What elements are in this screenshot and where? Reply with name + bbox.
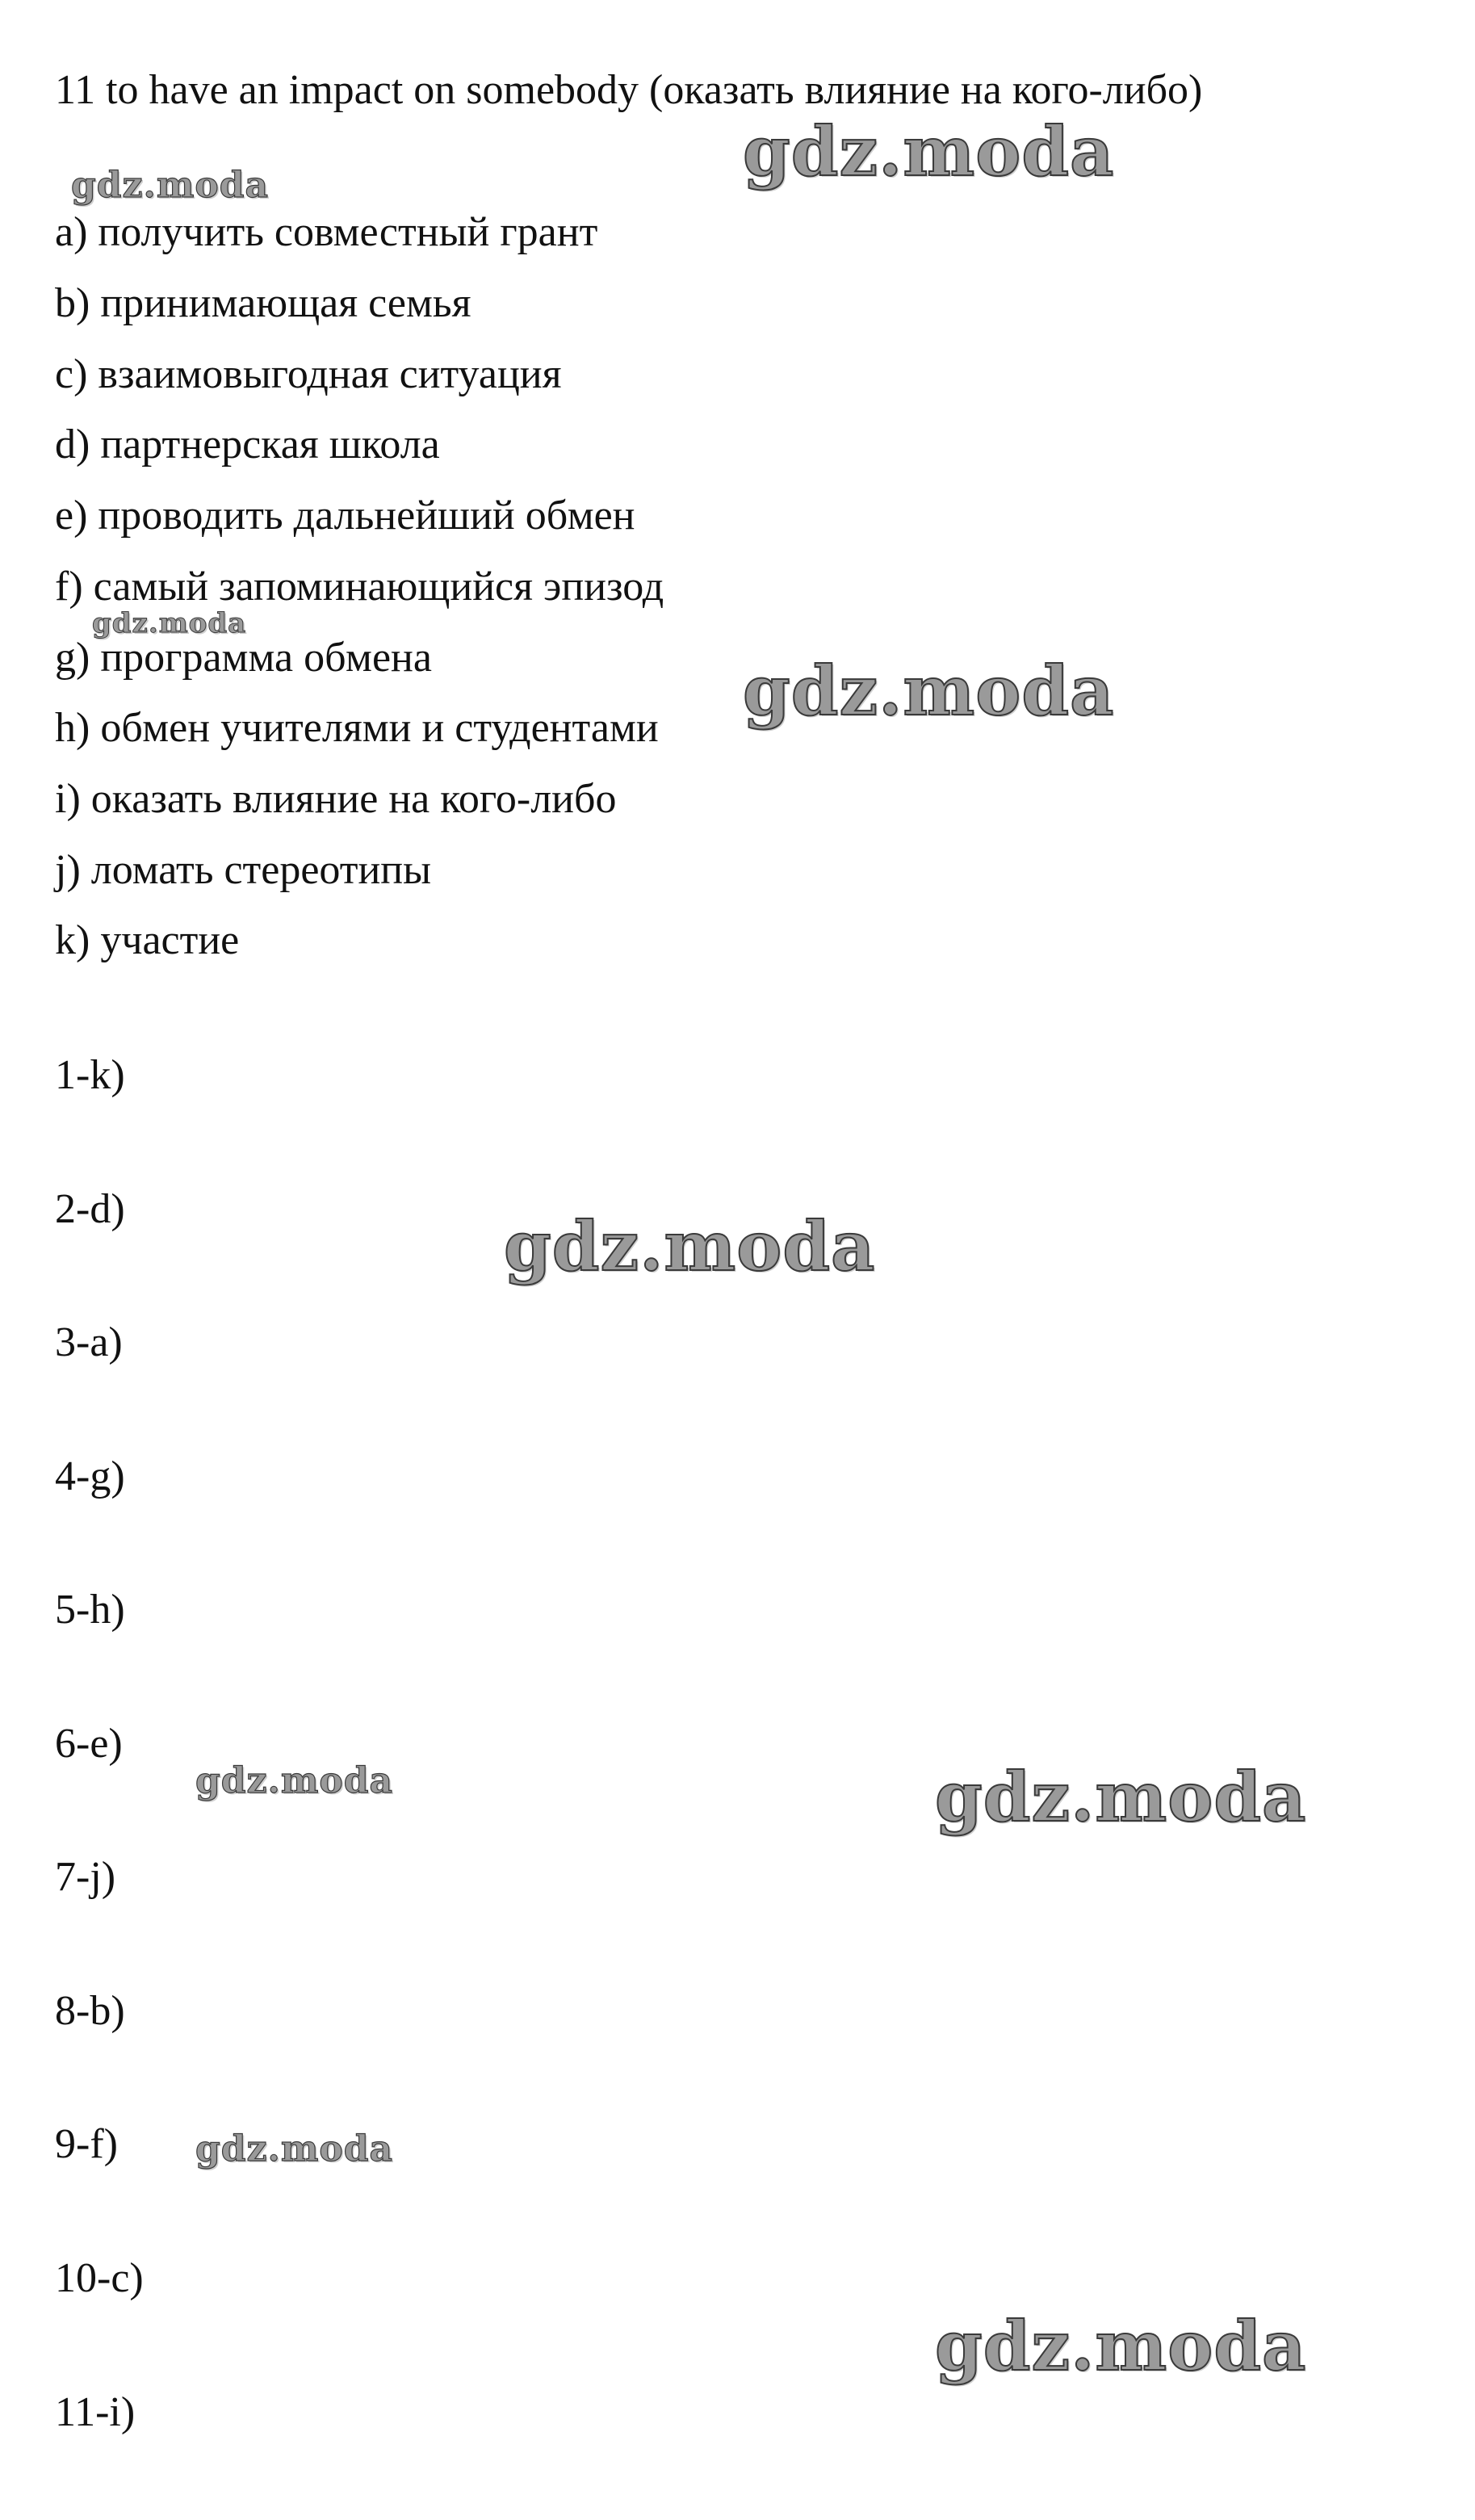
watermark-logo: gdz.moda xyxy=(743,651,1115,731)
watermark-logo: gdz.moda xyxy=(195,1760,394,1801)
watermark-logo: gdz.moda xyxy=(935,1757,1307,1837)
answer-7: 7-j) xyxy=(55,1854,116,1900)
translation-item-e: e) проводить дальнейший обмен xyxy=(55,493,635,539)
translation-item-a: a) получить совместный грант xyxy=(55,209,598,255)
answer-11: 11-i) xyxy=(55,2389,136,2435)
watermark-logo: gdz.moda xyxy=(935,2306,1307,2386)
translation-item-k: k) участие xyxy=(55,917,240,963)
watermark-logo: gdz.moda xyxy=(743,111,1115,191)
answer-4: 4-g) xyxy=(55,1453,125,1499)
answer-3: 3-a) xyxy=(55,1319,123,1365)
translation-item-i: i) оказать влияние на кого-либо xyxy=(55,776,617,822)
translation-item-d: d) партнерская школа xyxy=(55,421,440,468)
header-line: 11 to have an impact on somebody (оказать влияние на кого-либо) xyxy=(55,67,1203,113)
translation-item-b: b) принимающая семья xyxy=(55,280,471,326)
answer-2: 2-d) xyxy=(55,1186,125,1232)
translation-item-f: f) самый запоминающийся эпизод xyxy=(55,564,664,610)
translation-item-g: g) программа обмена xyxy=(55,635,432,681)
answer-1: 1-k) xyxy=(55,1052,125,1098)
translation-item-c: c) взаимовыгодная ситуация xyxy=(55,351,562,397)
watermark-logo: gdz.moda xyxy=(71,165,270,206)
translation-item-j: j) ломать стереотипы xyxy=(55,847,432,893)
answer-9: 9-f) xyxy=(55,2121,118,2167)
answer-10: 10-c) xyxy=(55,2255,144,2301)
watermark-logo: gdz.moda xyxy=(92,607,247,639)
answer-5: 5-h) xyxy=(55,1587,125,1633)
answer-6: 6-e) xyxy=(55,1721,123,1767)
translation-item-h: h) обмен учителями и студентами xyxy=(55,705,659,751)
answer-8: 8-b) xyxy=(55,1988,125,2034)
watermark-logo: gdz.moda xyxy=(504,1206,876,1286)
watermark-logo: gdz.moda xyxy=(195,2128,394,2170)
